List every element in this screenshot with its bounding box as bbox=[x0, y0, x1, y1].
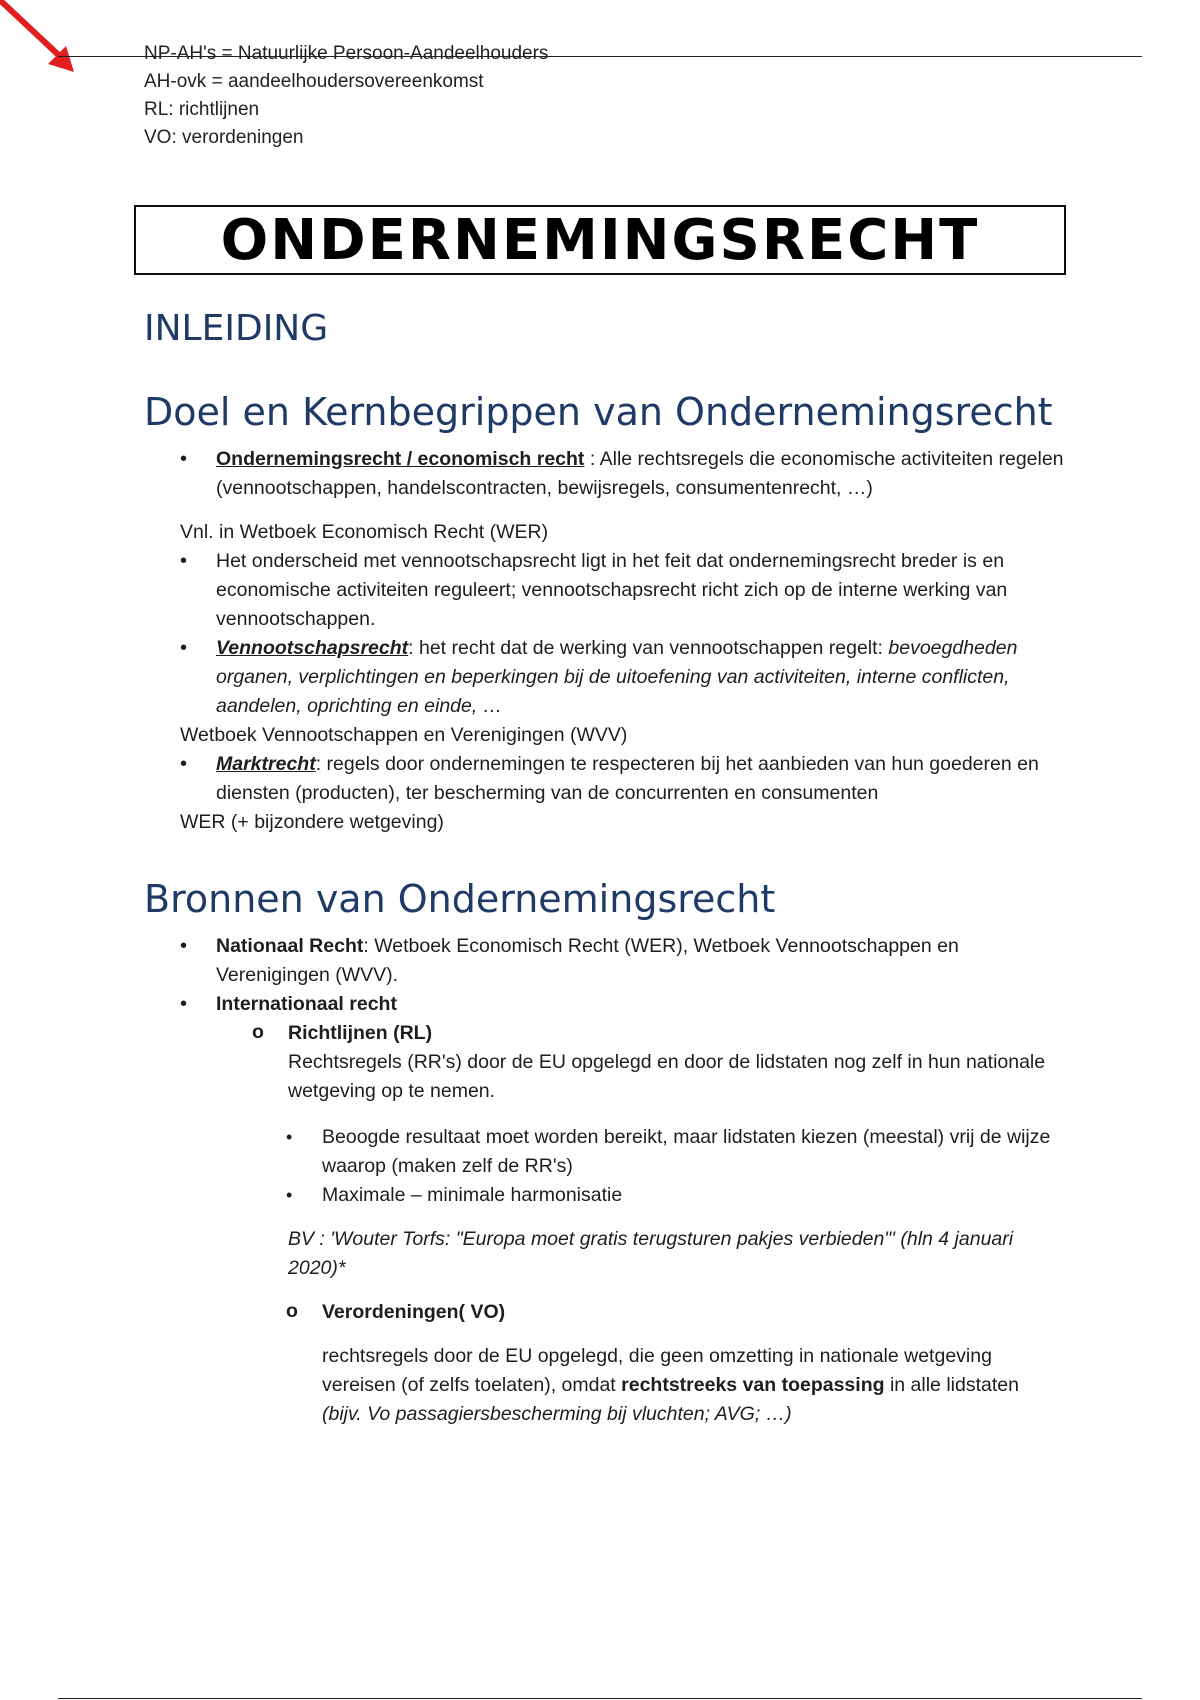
section2-body bbox=[144, 932, 1064, 1429]
sub-heading-richtlijnen: o Richtlijnen (RL) bbox=[144, 1019, 1064, 1048]
note: Wetboek Vennootschappen en Verenigingen (WVV) bbox=[180, 724, 628, 746]
text-italic: bevoegdheden organen, verplichtingen en beperkingen bij de uitoefening van activiteiten, interne conflicten, aandelen, oprichting en einde, … bbox=[216, 637, 1018, 717]
bullet-nationaal-recht bbox=[144, 932, 1064, 990]
bullet-ondernemingsrecht bbox=[144, 445, 1064, 503]
term: Nationaal Recht bbox=[216, 935, 364, 957]
document-title: ONDERNEMINGSRECHT bbox=[220, 207, 980, 273]
richtlijnen-text: Rechtsregels (RR's) door de EU opgelegd en door de lidstaten nog zelf in hun nationale wetgeving op te nemen. bbox=[288, 1051, 1046, 1102]
bullet-marktrecht bbox=[144, 750, 1064, 808]
richtlijnen-bullet: • Maximale – minimale harmonisatie bbox=[144, 1181, 1064, 1210]
example-text: BV : 'Wouter Torfs: "Europa moet gratis terugsturen pakjes verbieden"' (hln 4 januari 2020)* bbox=[288, 1228, 1014, 1279]
abbreviation-item: RL: richtlijnen bbox=[144, 99, 260, 120]
abbreviation-item: VO: verordeningen bbox=[144, 127, 304, 148]
term: Vennootschapsrecht bbox=[216, 637, 409, 659]
text-italic: (bijv. Vo passagiersbescherming bij vluchten; AVG; …) bbox=[322, 1403, 792, 1425]
sub-heading-verordeningen: o Verordeningen( VO) bbox=[144, 1298, 1064, 1327]
term: Internationaal recht bbox=[216, 993, 397, 1015]
abbreviation-list bbox=[144, 40, 548, 152]
text: in alle lidstaten bbox=[884, 1374, 1019, 1396]
text: : regels door ondernemingen te respecteren bij het aanbieden van hun goederen en diensten (producten), ter bescherming van de concurrenten en consumenten bbox=[216, 753, 1039, 804]
section1-body bbox=[144, 445, 1064, 837]
richtlijnen-bullet: • Beoogde resultaat moet worden bereikt, maar lidstaten kiezen (meestal) vrij de wijze waarop (maken zelf de RR's) bbox=[144, 1123, 1064, 1181]
note: WER (+ bijzondere wetgeving) bbox=[180, 811, 444, 833]
text-bold: rechtstreeks van toepassing bbox=[621, 1374, 885, 1396]
abbreviation-item: NP-AH's = Natuurlijke Persoon-Aandeelhouders bbox=[144, 43, 549, 64]
text: : het recht dat de werking van vennootschappen regelt: bbox=[408, 637, 889, 659]
bullet-onderscheid bbox=[144, 547, 1064, 634]
verordeningen-text bbox=[144, 1342, 1064, 1429]
bottom-rule bbox=[58, 1698, 1142, 1699]
text: : Alle rechtsregels die economische activiteiten regelen (vennootschappen, handelscontracten, bewijsregels, consumentenrecht, …) bbox=[216, 448, 1064, 499]
text: Het onderscheid met vennootschapsrecht ligt in het feit dat ondernemingsrecht breder is en economische activiteiten reguleert; vennootschapsrecht richt zich op de interne werking van vennootschappen. bbox=[216, 550, 1008, 630]
section1-heading: Doel en Kernbegrippen van Ondernemingsrecht bbox=[144, 390, 1053, 434]
title-box bbox=[134, 205, 1066, 275]
text: : Wetboek Economisch Recht (WER), Wetboek Vennootschappen en Verenigingen (WVV). bbox=[216, 935, 959, 986]
bullet-vennootschapsrecht bbox=[144, 634, 1064, 721]
section2-heading: Bronnen van Ondernemingsrecht bbox=[144, 877, 776, 921]
abbreviation-item: AH-ovk = aandeelhoudersovereenkomst bbox=[144, 71, 484, 92]
note: Vnl. in Wetboek Economisch Recht (WER) bbox=[180, 521, 549, 543]
term: Ondernemingsrecht / economisch recht bbox=[216, 448, 585, 470]
term: Marktrecht bbox=[216, 753, 316, 775]
intro-heading: INLEIDING bbox=[144, 308, 329, 349]
text: rechtsregels door de EU opgelegd, die geen omzetting in nationale wetgeving vereisen (of zelfs toelaten), omdat bbox=[322, 1345, 992, 1396]
bullet-internationaal-recht bbox=[144, 990, 1064, 1019]
red-arrow-icon bbox=[0, 0, 90, 90]
